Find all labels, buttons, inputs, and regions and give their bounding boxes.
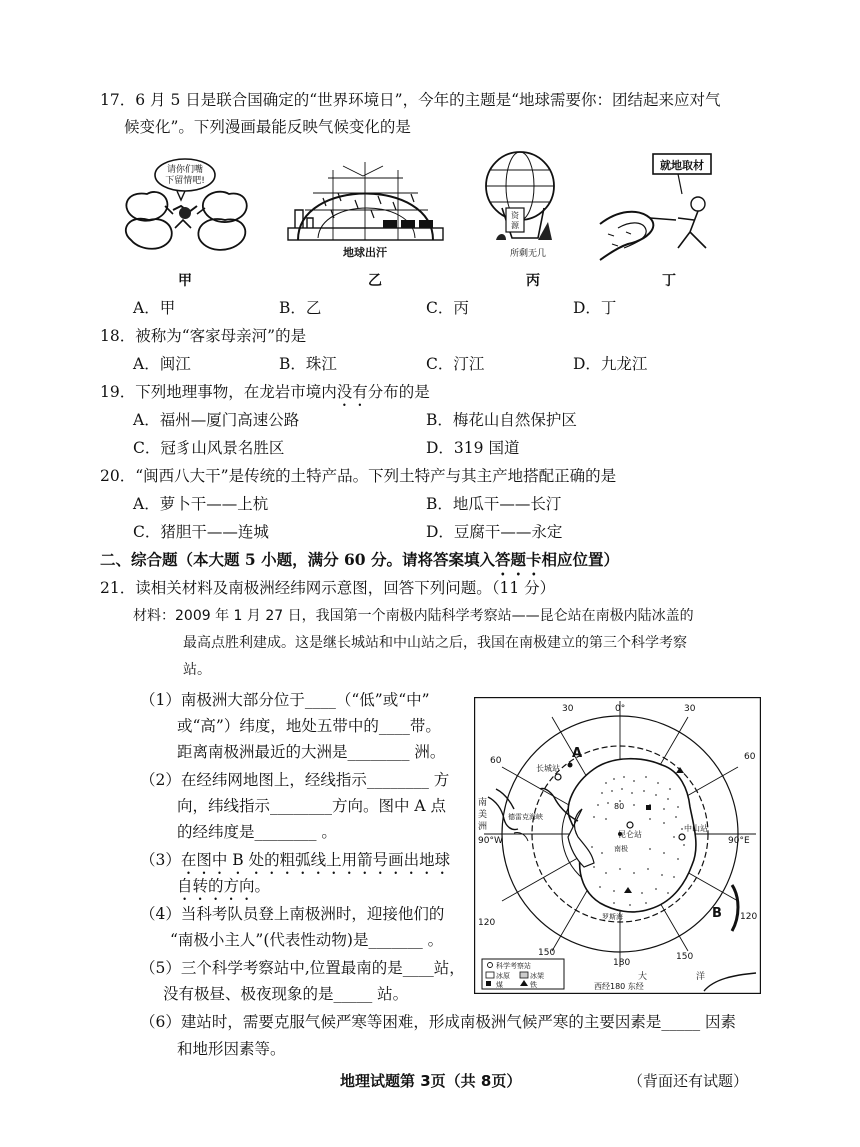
map-lon-120-right: 120 [740, 912, 758, 922]
q21-sub3-prefix: （3） [140, 851, 181, 869]
jia-bubble-text-1: 请你们嘴 [166, 165, 204, 175]
cartoon-label-ding: 丁 [662, 273, 676, 289]
q19-stem-post: 分布的是 [367, 383, 430, 401]
cartoon-yi [283, 148, 448, 263]
map-point-b: B [712, 906, 722, 921]
legend-shelf: 冰架 [530, 972, 544, 980]
yi-caption: 地球出汗 [343, 246, 387, 259]
q21-sub4-line1: （4）当科考队员登上南极洲时，迎接他们的 [140, 905, 445, 923]
q18-option-d: D．九龙江 [573, 355, 648, 373]
map-drake-passage: 德雷克海峡 [508, 813, 543, 821]
q21-sub2-line1: （2）在经纬网地图上，经线指示________ 方 [140, 771, 450, 789]
q18-option-a: A．闽江 [133, 355, 191, 373]
cartoon-bing [478, 148, 578, 263]
jia-bubble-text-2: 下留情吧! [165, 176, 205, 186]
legend-station: 科学考察站 [496, 962, 531, 970]
map-lon-60: 60 [490, 756, 502, 766]
q21-material-line1: 材料：2009 年 1 月 27 日，我国第一个南极内陆科学考察站——昆仑站在南极内陆冰盖的 [133, 608, 694, 624]
map-lon-0: 0° [615, 704, 626, 714]
map-ross-sea: 罗斯海 [602, 913, 623, 921]
map-lon-30-top: 30 [562, 704, 574, 714]
q17-line1: 17．6 月 5 日是联合国确定的“世界环境日”，今年的主题是“地球需要你：团结起来应对气 [100, 91, 721, 109]
map-lon-60-right: 60 [744, 752, 756, 762]
q20-stem: 20．“闽西八大干”是传统的土特产品。下列土特产与其主产地搭配正确的是 [100, 467, 617, 485]
q18-option-c: C．汀江 [426, 355, 485, 373]
map-kunlun-station: 昆仑站 [618, 830, 642, 839]
q21-sub6-line1: （6）建站时，需要克服气候严寒等困难，形成南极洲气候严寒的主要因素是_____ 因素 [140, 1013, 737, 1031]
q17-option-c: C．丙 [426, 299, 469, 317]
bing-caption: 所剩无几 [509, 249, 547, 259]
q17-option-b: B．乙 [279, 299, 322, 317]
section2-title-pre: 二、综合题（本大题 5 小题，满分 60 分。请将答案填入 [100, 550, 495, 569]
q18-option-b: B．珠江 [279, 355, 337, 373]
map-ocean-1: 大 [638, 972, 648, 982]
map-lon-90e: 90°E [728, 836, 750, 846]
legend-ice: 冰原 [496, 972, 510, 980]
map-lon-120-left: 120 [478, 918, 496, 928]
q21-sub5-line2: 没有极昼、极夜现象的是_____ 站。 [163, 985, 409, 1003]
q19-option-c: C．冠豸山风景名胜区 [133, 439, 285, 457]
q21-sub1-line1: （1）南极洲大部分位于____（“低”或“中” [140, 691, 430, 709]
q21-sub6-line2: 和地形因素等。 [177, 1040, 286, 1058]
q21-sub5-line1: （5）三个科学考察站中,位置最南的是____站， [140, 959, 465, 977]
cartoon-ding [598, 148, 733, 263]
q19-stem [100, 382, 430, 410]
q21-sub3-emphasis-1: 在图中 B 处的粗弧线上用箭号画出地球 [180, 851, 451, 869]
map-south-america-1: 南 [478, 798, 488, 808]
map-changcheng-station: 长城站 [536, 764, 560, 773]
q21-material-line3: 站。 [183, 662, 211, 678]
q21-stem: 21．读相关材料及南极洲经纬网示意图，回答下列问题。（11 分） [100, 579, 556, 597]
q21-sub1-line2: 或“高”）纬度，地处五带中的____带。 [177, 717, 441, 735]
cartoon-label-bing: 丙 [526, 273, 540, 289]
map-lon-30-right: 30 [684, 704, 696, 714]
q21-sub4-line2: “南极小主人”(代表性动物)是_______ 。 [170, 931, 444, 949]
q20-option-d: D．豆腐干——永定 [426, 523, 563, 541]
q19-option-a: A．福州—厦门高速公路 [133, 411, 300, 429]
q20-option-a: A．萝卜干——上杭 [133, 495, 269, 513]
cartoon-label-yi: 乙 [368, 273, 382, 289]
map-lon-180: 180 [613, 958, 631, 968]
map-south-pole: 南极 [614, 845, 628, 853]
q21-sub3-line1 [140, 850, 450, 878]
q21-sub1-line3: 距离南极洲最近的大洲是________ 洲。 [177, 743, 446, 761]
q19-option-d: D．319 国道 [426, 439, 520, 457]
q21-sub3-emphasis-2: 自转的方向 [177, 877, 255, 895]
q21-sub2-line2: 向，纬线指示________方向。图中 A 点 [177, 797, 447, 815]
cartoon-jia [115, 148, 255, 263]
cartoon-label-jia: 甲 [178, 273, 192, 289]
q19-stem-emphasis: 没有 [336, 383, 368, 401]
q19-stem-pre: 19．下列地理事物，在龙岩市境内 [100, 383, 337, 401]
map-lon-150-left: 150 [538, 948, 556, 958]
map-lat-80: 80 [614, 802, 625, 811]
map-lon-150-right: 150 [676, 952, 694, 962]
q19-option-b: B．梅花山自然保护区 [426, 411, 577, 429]
q21-sub3-line2 [177, 876, 270, 904]
section2-title-emphasis: 答题卡 [494, 550, 542, 569]
legend-coal: 煤 [496, 981, 503, 989]
q17-option-d: D．丁 [573, 299, 617, 317]
map-south-america-3: 洲 [478, 822, 488, 832]
section2-title [100, 550, 619, 579]
q21-material-line2: 最高点胜利建成。这是继长城站和中山站之后，我国在南极建立的第三个科学考察 [183, 635, 687, 651]
q17-line2: 候变化”。下列漫画最能反映气候变化的是 [124, 118, 411, 136]
q21-sub2-line3: 的经纬度是________ 。 [177, 823, 337, 841]
footer-page-number: 地理试题第 3页（共 8页） [340, 1072, 522, 1090]
q17-option-a: A．甲 [133, 299, 176, 317]
bing-label-2: 源 [511, 221, 519, 230]
ding-sign: 就地取材 [660, 159, 704, 172]
q20-option-c: C．猪胆干——连城 [133, 523, 269, 541]
legend-iron: 铁 [530, 981, 537, 989]
map-south-america-2: 美 [478, 810, 488, 820]
bing-label-1: 资 [511, 211, 519, 220]
map-ocean-2: 洋 [696, 972, 706, 982]
section2-title-post: 相应位置） [541, 550, 619, 569]
q21-sub3-suffix: 。 [254, 877, 271, 895]
q18-stem: 18．被称为“客家母亲河”的是 [100, 327, 307, 345]
map-lon-90w: 90°W [478, 836, 503, 846]
q20-option-b: B．地瓜干——长汀 [426, 495, 562, 513]
antarctica-map [474, 697, 761, 994]
footer-continue-note: （背面还有试题） [628, 1072, 749, 1090]
map-point-a: A [572, 746, 583, 761]
map-zhongshan-station: 中山站 [684, 824, 708, 833]
map-meridian-note: 西经180 东经 [594, 982, 644, 991]
